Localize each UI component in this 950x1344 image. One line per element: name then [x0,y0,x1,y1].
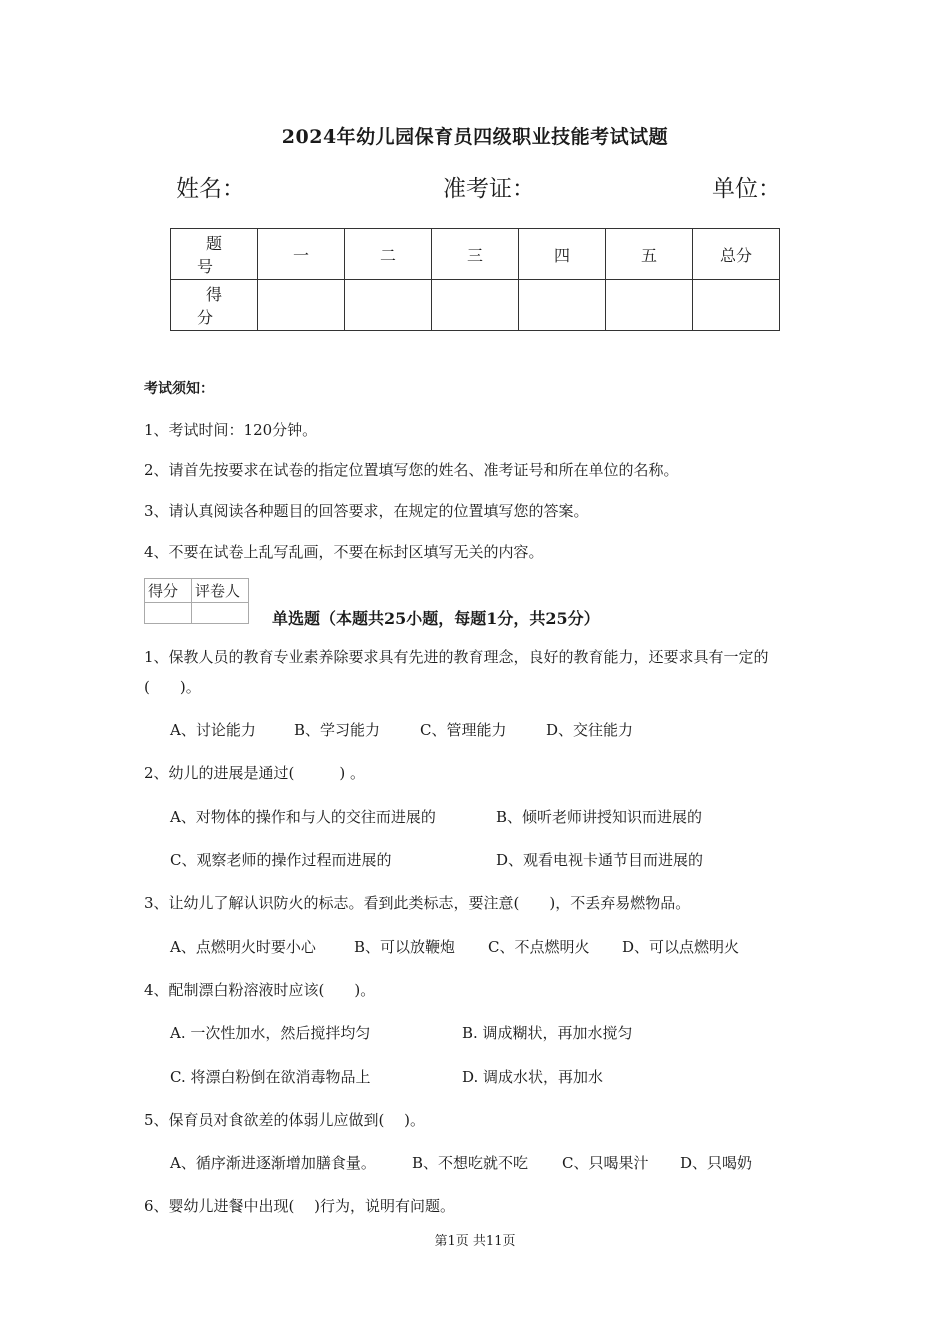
answer-option[interactable]: C. 将漂白粉倒在欲消毒物品上 [170,1068,371,1086]
answer-option[interactable]: D、只喝奶 [680,1154,753,1172]
name-label: 姓名： [176,176,245,202]
score-table-score-row [171,280,780,331]
score-table-header-5: 五 [606,229,693,280]
answer-option[interactable]: B、学习能力 [294,721,381,739]
answer-option[interactable]: B. 调成糊状，再加水搅匀 [462,1024,633,1042]
question-stem: 2、幼儿的进展是通过( ) 。 [144,764,366,782]
section-title: 单选题（本题共25小题，每题1分，共25分） [272,609,600,628]
answer-option[interactable]: C、观察老师的操作过程而进展的 [170,851,392,869]
question-stem: 4、配制漂白粉溶液时应该( )。 [144,981,376,999]
answer-option[interactable]: C、只喝果汁 [562,1154,649,1172]
score-cell-3[interactable] [432,280,519,331]
score-table-header-row [171,229,780,280]
score-table-header-1: 一 [258,229,345,280]
answer-option[interactable]: B、不想吃就不吃 [412,1154,529,1172]
score-table-header-label: 题 号 [171,229,258,280]
notice-item: 4、不要在试卷上乱写乱画，不要在标封区填写无关的内容。 [144,543,544,561]
grader-reviewer-label: 评卷人 [192,579,249,603]
score-cell-total[interactable] [693,280,780,331]
answer-option[interactable]: B、可以放鞭炮 [354,938,456,956]
answer-option[interactable]: A、对物体的操作和与人的交往而进展的 [170,808,436,826]
answer-option[interactable]: C、管理能力 [420,721,507,739]
grader-reviewer-cell[interactable] [192,603,249,624]
question-stem: 1、保教人员的教育专业素养除要求具有先进的教育理念，良好的教育能力，还要求具有一定的( )。 [144,648,769,696]
score-table-header-4: 四 [519,229,606,280]
answer-option[interactable]: B、倾听老师讲授知识而进展的 [496,808,703,826]
exam-id-label: 准考证： [443,176,535,202]
grader-score-cell[interactable] [145,603,192,624]
unit-label: 单位： [712,176,781,202]
notice-item: 3、请认真阅读各种题目的回答要求，在规定的位置填写您的答案。 [144,502,589,520]
answer-option[interactable]: A、点燃明火时要小心 [170,938,316,956]
notice-title: 考试须知： [144,381,214,397]
grader-score-label: 得分 [145,579,192,603]
score-cell-5[interactable] [606,280,693,331]
answer-option[interactable]: A、循序渐进逐渐增加膳食量。 [170,1154,376,1172]
answer-option[interactable]: D. 调成水状，再加水 [462,1068,604,1086]
answer-option[interactable]: D、交往能力 [546,721,634,739]
score-row-label: 得 分 [171,280,258,331]
score-table-header-2: 二 [345,229,432,280]
answer-option[interactable]: A. 一次性加水，然后搅拌均匀 [170,1024,371,1042]
score-table-header-total: 总分 [693,229,780,280]
notice-item: 2、请首先按要求在试卷的指定位置填写您的姓名、准考证号和所在单位的名称。 [144,461,679,479]
grader-box [144,578,249,624]
page-title: 2024年幼儿园保育员四级职业技能考试试题 [281,126,669,148]
score-table [170,228,780,331]
question-stem: 6、婴幼儿进餐中出现( )行为，说明有问题。 [144,1197,456,1215]
question-stem: 5、保育员对食欲差的体弱儿应做到( )。 [144,1111,426,1129]
page-footer: 第1页 共11页 [434,1234,516,1249]
answer-option[interactable]: D、可以点燃明火 [622,938,740,956]
answer-option[interactable]: D、观看电视卡通节目而进展的 [496,851,704,869]
score-cell-4[interactable] [519,280,606,331]
answer-option[interactable]: A、讨论能力 [170,721,256,739]
answer-option[interactable]: C、不点燃明火 [488,938,590,956]
score-cell-2[interactable] [345,280,432,331]
notice-item: 1、考试时间：120分钟。 [144,421,318,439]
score-table-header-3: 三 [432,229,519,280]
question-stem: 3、让幼儿了解认识防火的标志。看到此类标志，要注意( )，不丢弃易燃物品。 [144,894,691,912]
